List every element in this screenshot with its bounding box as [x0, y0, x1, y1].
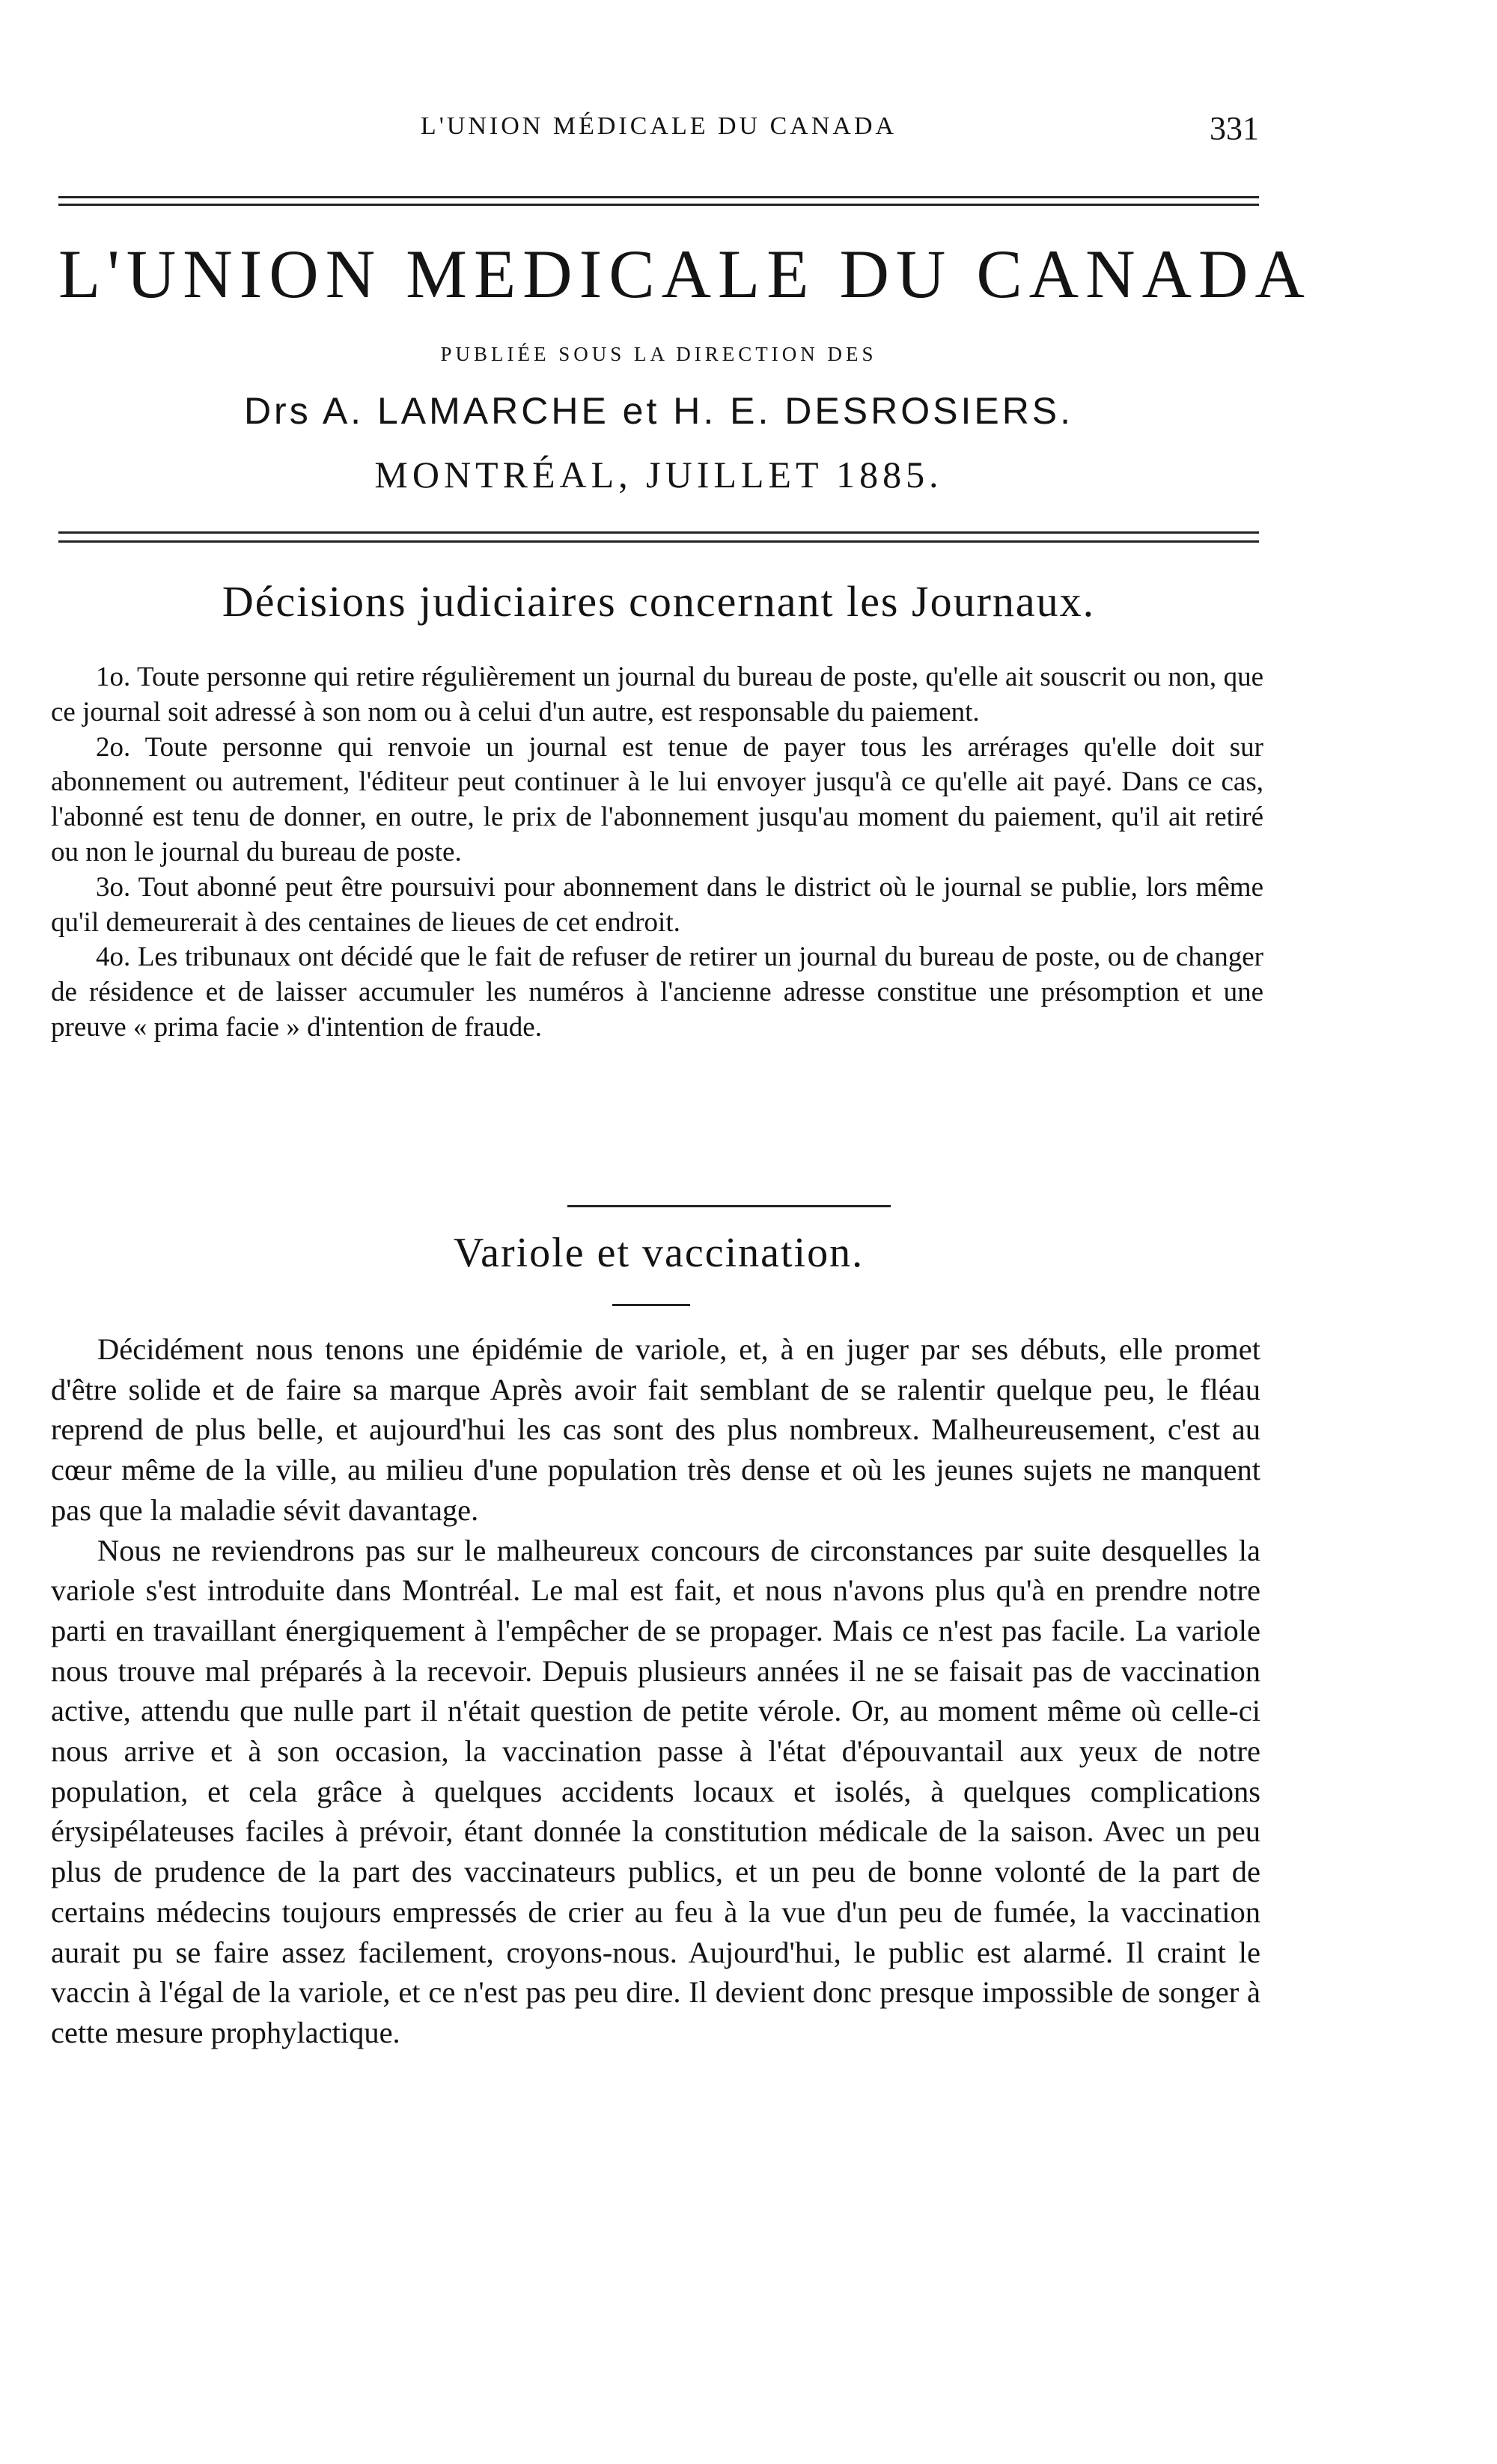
dateline: MONTRÉAL, JUILLET 1885.: [374, 454, 943, 495]
notice-title: Décisions judiciaires concernant les Journaux.: [222, 577, 1096, 626]
article-paragraph-2: Nous ne reviendrons pas sur le malheureux concours de circonstances par suite desquelles la variole s'est introduite dans Montréal. Le mal est fait, et nous n'avons plus qu'à en prendre notre parti en travaillant énergiquement à l'empêcher de se propager. Mais ce n'est pas facile. La variole nous trouve mal préparés à la recevoir. Depuis plusieurs années il ne se faisait pas de vaccination active, attendu que nulle part il n'était question de petite vérole. Or, au moment même où celle-ci nous arrive et à son occasion, la vaccination passe à l'état d'épouvantail aux yeux de notre population, et cela grâce à quelques accidents locaux et isolés, à quelques complications érysipélateuses faciles à prévoir, étant donnée la constitution médicale de la saison. Avec un peu plus de prudence de la part des vaccinateurs publics, et un peu de bonne volonté de la part de certains médecins toujours empressés de crier au feu à la vue d'un peu de fumée, la vaccination aurait pu se faire assez facilement, croyons-nous. Aujourd'hui, le public est alarmé. Il craint le vaccin à l'égal de la variole, et ce n'est pas peu dire. Il devient donc presque impossible de songer à cette mesure prophylactique.: [51, 1533, 1260, 2049]
double-rule-masthead: [58, 531, 1259, 534]
page-number: 331: [1210, 110, 1259, 147]
legal-notice: [51, 660, 1263, 1046]
editors-line: Drs A. LAMARCHE et H. E. DESROSIERS.: [243, 390, 1074, 432]
notice-rule-3: 3o. Tout abonné peut être poursuivi pour abonnement dans le district où le journal se publie, lors même qu'il demeurerait à des centaines de lieues de cet endroit.: [51, 871, 1263, 938]
article-paragraph-1: Décidément nous tenons une épidémie de variole, et, à en juger par ses débuts, elle promet d'être solide et de faire sa marque Après avoir fait semblant de se ralentir quelque peu, le fléau reprend de plus belle, et aujourd'hui les cas sont des plus nombreux. Malheureusement, c'est au cœur même de la ville, au milieu d'une population très dense et où les jeunes sujets ne manquent pas que la maladie sévit davantage.: [51, 1332, 1260, 1527]
double-rule-masthead-second: [58, 540, 1259, 543]
section-divider: [567, 1205, 891, 1207]
notice-rule-2: 2o. Toute personne qui renvoie un journal est tenue de payer tous les arrérages qu'elle doit sur abonnement ou autrement, l'éditeur peut continuer à le lui envoyer jusqu'à ce qu'elle ait payé. Dans ce cas, l'abonné est tenu de donner, en outre, le prix de l'abonnement jusqu'au moment du paiement, qu'il ait retiré ou non le journal du bureau de poste.: [51, 731, 1263, 867]
double-rule-top: [58, 196, 1259, 198]
double-rule-top-second: [58, 204, 1259, 206]
notice-rule-1: 1o. Toute personne qui retire régulièrement un journal du bureau de poste, qu'elle ait souscrit ou non, que ce journal soit adressé à son nom ou à celui d'un autre, est responsable du paiement.: [51, 662, 1263, 728]
article-body: [51, 1329, 1260, 2053]
publication-credit: PUBLIÉE SOUS LA DIRECTION DES: [440, 343, 877, 365]
article-title: Variole et vaccination.: [453, 1230, 865, 1276]
title-underline: [612, 1304, 690, 1306]
running-head: [58, 112, 1259, 157]
notice-rule-4: 4o. Les tribunaux ont décidé que le fait de refuser de retirer un journal du bureau de poste, ou de changer de résidence et de laisser accumuler les numéros à l'ancienne adresse constitue une présomption et une preuve « prima facie » d'intention de fraude.: [51, 942, 1263, 1043]
running-title: L'UNION MÉDICALE DU CANADA: [420, 112, 897, 140]
masthead-title: L'UNION MEDICALE DU CANADA: [58, 236, 1311, 312]
